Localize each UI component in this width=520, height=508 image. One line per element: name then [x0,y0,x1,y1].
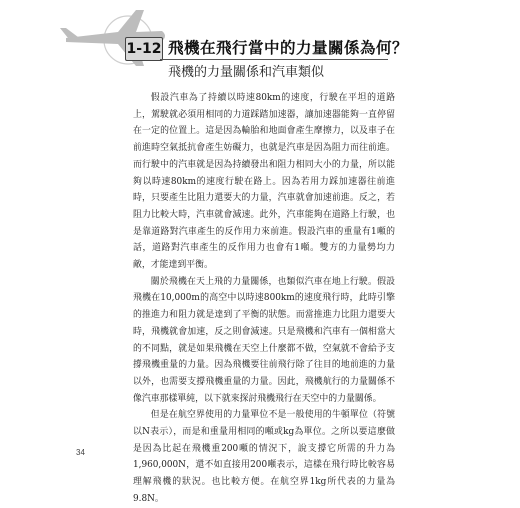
title-divider [160,59,388,60]
paragraph: 關於飛機在天上飛的力量關係，也類似汽車在地上行駛。假設飛機在10,000m的高空中以時速800km的速度飛行時，此時引擎的推進力和阻力就是達到了平衡的狀態。而當推進力比阻力還要大時，飛機就會加速，反之則會減速。只是飛機和汽車有一個相當大的不同點，就是如果飛機在天空上什麼都不做，空氣就不會給予支撐飛機重量的力量。因為飛機要往前飛行除了往目的地前進的力量以外，也需要支撐飛機重量的力量。因此，飛機航行的力量關係不像汽車那樣單純，以下就來探討飛機飛行在天空中的力量關係。 [133,276,395,404]
paragraph: 假設汽車為了持續以時速80km的速度，行駛在平坦的道路上，駕駛就必須用相同的力道踩踏加速器，讓加速器能夠一直停留在一定的位置上。這是因為輪胎和地面會產生摩擦力，以及車子在前進時空氣抵抗會產生妨礙力，也就是汽車是因為阻力而往前進。而行駛中的汽車就是因為持續發出和阻力相同大小的力量，所以能夠以時速80km的速度行駛在路上。因為若用力踩加速器往前進時，只要產生比阻力還要大的力量，汽車就會加速前進。反之，若阻力比較大時，汽車就會減速。此外，汽車能夠在道路上行駛，也是靠道路對汽車產生的反作用力來前進。假設汽車的重量有1噸的話，道路對汽車產生的反作用力也會有1噸。雙方的力量勢均力敵，才能達到平衡。 [133,93,395,271]
section-number-badge: 1-12 [125,37,163,61]
page-number: 34 [76,448,85,457]
page-title: 飛機在飛行當中的力量關係為何？ [168,39,409,57]
page-subtitle: 飛機的力量關係和汽車類似 [168,65,325,80]
paragraph: 但是在航空界使用的力量單位不是一般使用的牛頓單位（符號以N表示），而是和重量用相同的噸或kg為單位。之所以要這麼做是因為比起在飛機重200噸的情況下，說支撐它所需的升力為1,960,000N，還不如直接用200噸表示，這樣在飛行時比較容易理解飛機的狀況。也比較方便。在航空界1kg所代表的力量為9.8N。 [133,410,395,504]
body-text [133,90,395,508]
